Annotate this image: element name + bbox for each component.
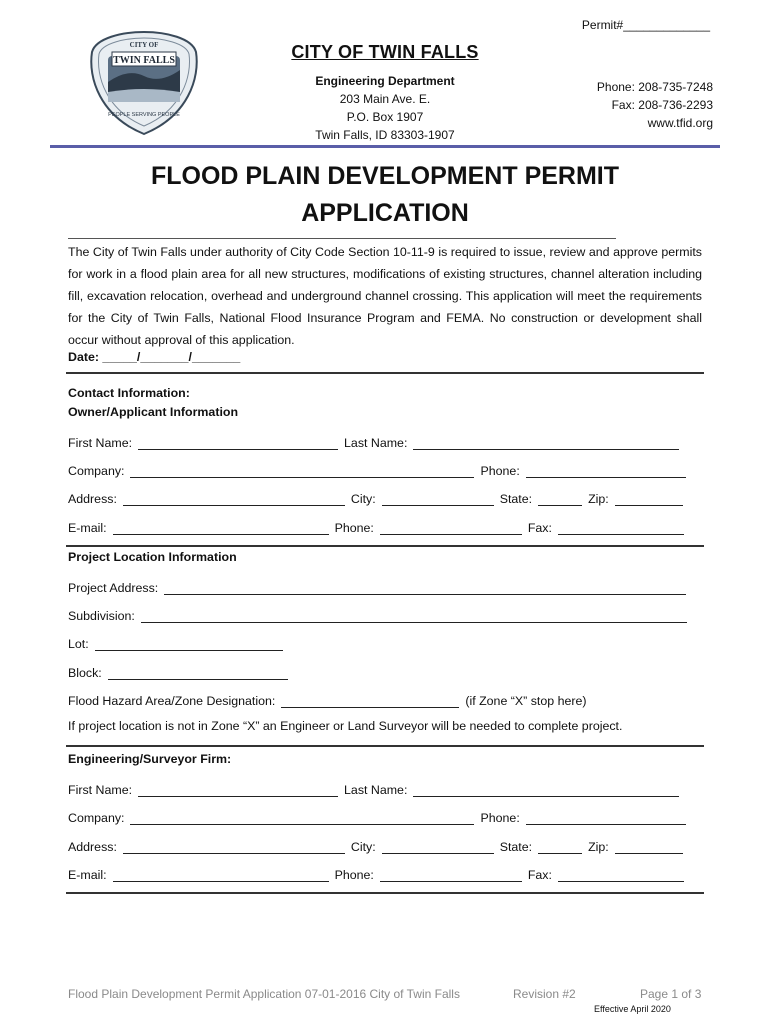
- engineer-required-note: If project location is not in Zone “X” an Engineer or Land Surveyor will be needed to complete project.: [68, 719, 623, 733]
- engineer-email-label: E-mail:: [68, 868, 107, 882]
- owner-address-field[interactable]: [123, 493, 345, 506]
- block-row: [68, 662, 702, 680]
- form-title-line-1: FLOOD PLAIN DEVELOPMENT PERMIT: [150, 162, 620, 190]
- engineer-fax-label: Fax:: [527, 868, 552, 882]
- section-divider: [66, 745, 704, 747]
- block-field[interactable]: [108, 667, 288, 680]
- owner-phone2-label: Phone:: [334, 521, 374, 535]
- section-divider: [66, 892, 704, 894]
- engineer-first-name-field[interactable]: [138, 784, 338, 797]
- zone-note: (if Zone “X” stop here): [465, 694, 587, 708]
- engineer-first-name-label: First Name:: [68, 783, 133, 797]
- engineer-email-field[interactable]: [113, 869, 329, 882]
- title-underline: [68, 238, 616, 239]
- owner-company-label: Company:: [68, 464, 125, 478]
- zone-field[interactable]: [281, 695, 459, 708]
- engineer-company-label: Company:: [68, 811, 125, 825]
- section-divider: [66, 372, 704, 374]
- project-address-label: Project Address:: [68, 581, 159, 595]
- owner-email-row: [68, 517, 702, 535]
- address-line-3: Twin Falls, ID 83303-1907: [315, 128, 455, 142]
- city-title: CITY OF TWIN FALLS: [291, 42, 479, 62]
- contact-heading-line-2: Owner/Applicant Information: [68, 405, 239, 419]
- owner-name-row: [68, 432, 702, 450]
- contact-heading-line-1: Contact Information:: [68, 386, 190, 400]
- engineer-address-label: Address:: [68, 840, 117, 854]
- engineer-email-row: [68, 864, 702, 882]
- engineer-phone-field[interactable]: [526, 812, 686, 825]
- owner-city-field[interactable]: [382, 493, 494, 506]
- footer-revision: Revision #2: [513, 987, 576, 1001]
- owner-fax-label: Fax:: [527, 521, 552, 535]
- owner-last-name-field[interactable]: [413, 437, 679, 450]
- owner-phone-label: Phone:: [480, 464, 520, 478]
- department-name: Engineering Department: [315, 74, 455, 88]
- intro-paragraph: The City of Twin Falls under authority of City Code Section 10-11-9 is required to issue, review and approve permits for work in a flood plain area for all new structures, modifications of existing structures, channel alteration including fill, excavation relocation, overhead and underground channel crossing. This application will meet the requirements for the City of Twin Falls, National Flood Insurance Program and FEMA. No construction or development shall occur without approval of this application.: [68, 245, 702, 347]
- owner-last-name-label: Last Name:: [344, 436, 408, 450]
- engineer-heading: Engineering/Surveyor Firm:: [68, 752, 232, 766]
- lot-label: Lot:: [68, 637, 89, 651]
- form-title: [80, 158, 690, 232]
- fax-number: Fax: 208-736-2293: [611, 98, 713, 112]
- section-divider: [66, 545, 704, 547]
- owner-email-field[interactable]: [113, 522, 329, 535]
- zone-row: [68, 690, 702, 708]
- footer-document-title: Flood Plain Development Permit Application 07-01-2016 City of Twin Falls: [68, 987, 460, 1001]
- engineer-phone-label: Phone:: [480, 811, 520, 825]
- engineer-company-row: [68, 807, 702, 825]
- engineer-company-field[interactable]: [130, 812, 474, 825]
- phone-number: Phone: 208-735-7248: [596, 80, 713, 94]
- date-field[interactable]: Date: _____/_______/_______: [68, 350, 241, 364]
- project-heading: Project Location Information: [68, 550, 237, 564]
- subdivision-label: Subdivision:: [68, 609, 135, 623]
- engineer-zip-label: Zip:: [588, 840, 609, 854]
- zone-label: Flood Hazard Area/Zone Designation:: [68, 694, 276, 708]
- engineer-address-field[interactable]: [123, 841, 345, 854]
- owner-address-label: Address:: [68, 492, 117, 506]
- owner-phone-field[interactable]: [526, 465, 686, 478]
- engineer-name-row: [68, 779, 702, 797]
- owner-city-label: City:: [350, 492, 376, 506]
- owner-first-name-label: First Name:: [68, 436, 133, 450]
- address-line-1: 203 Main Ave. E.: [339, 92, 431, 106]
- engineer-phone2-field[interactable]: [380, 869, 522, 882]
- owner-state-field[interactable]: [538, 493, 582, 506]
- engineer-phone2-label: Phone:: [334, 868, 374, 882]
- engineer-last-name-field[interactable]: [413, 784, 679, 797]
- seal-top-text: CITY OF: [129, 41, 159, 49]
- seal-motto-text: PEOPLE SERVING PEOPLE: [108, 112, 180, 118]
- block-label: Block:: [68, 666, 102, 680]
- owner-phone2-field[interactable]: [380, 522, 522, 535]
- contact-block: [597, 78, 713, 132]
- engineer-city-field[interactable]: [382, 841, 494, 854]
- city-seal-logo: [88, 30, 200, 136]
- lot-field[interactable]: [95, 638, 283, 651]
- owner-company-field[interactable]: [130, 465, 474, 478]
- owner-zip-field[interactable]: [615, 493, 683, 506]
- engineer-state-label: State:: [499, 840, 533, 854]
- permit-number: Permit#_____________: [581, 18, 710, 32]
- owner-state-label: State:: [499, 492, 533, 506]
- header-divider: [50, 145, 720, 148]
- contact-heading: [68, 384, 238, 422]
- project-address-row: [68, 577, 702, 595]
- engineer-fax-field[interactable]: [558, 869, 684, 882]
- engineer-address-row: [68, 836, 702, 854]
- form-title-line-2: APPLICATION: [301, 199, 469, 227]
- seal-name-text: TWIN FALLS: [113, 55, 175, 66]
- footer-effective-date: Effective April 2020: [594, 1004, 671, 1014]
- website[interactable]: www.tfid.org: [647, 116, 713, 130]
- owner-email-label: E-mail:: [68, 521, 107, 535]
- engineer-state-field[interactable]: [538, 841, 582, 854]
- owner-address-row: [68, 488, 702, 506]
- owner-first-name-field[interactable]: [138, 437, 338, 450]
- owner-company-row: [68, 460, 702, 478]
- footer-page-number: Page 1 of 3: [640, 987, 702, 1001]
- address-line-2: P.O. Box 1907: [346, 110, 424, 124]
- project-address-field[interactable]: [164, 582, 686, 595]
- lot-row: [68, 633, 702, 651]
- owner-zip-label: Zip:: [588, 492, 609, 506]
- owner-fax-field[interactable]: [558, 522, 684, 535]
- engineer-last-name-label: Last Name:: [344, 783, 408, 797]
- engineer-city-label: City:: [350, 840, 376, 854]
- department-block: [250, 72, 520, 144]
- subdivision-row: [68, 605, 702, 623]
- subdivision-field[interactable]: [141, 610, 687, 623]
- engineer-zip-field[interactable]: [615, 841, 683, 854]
